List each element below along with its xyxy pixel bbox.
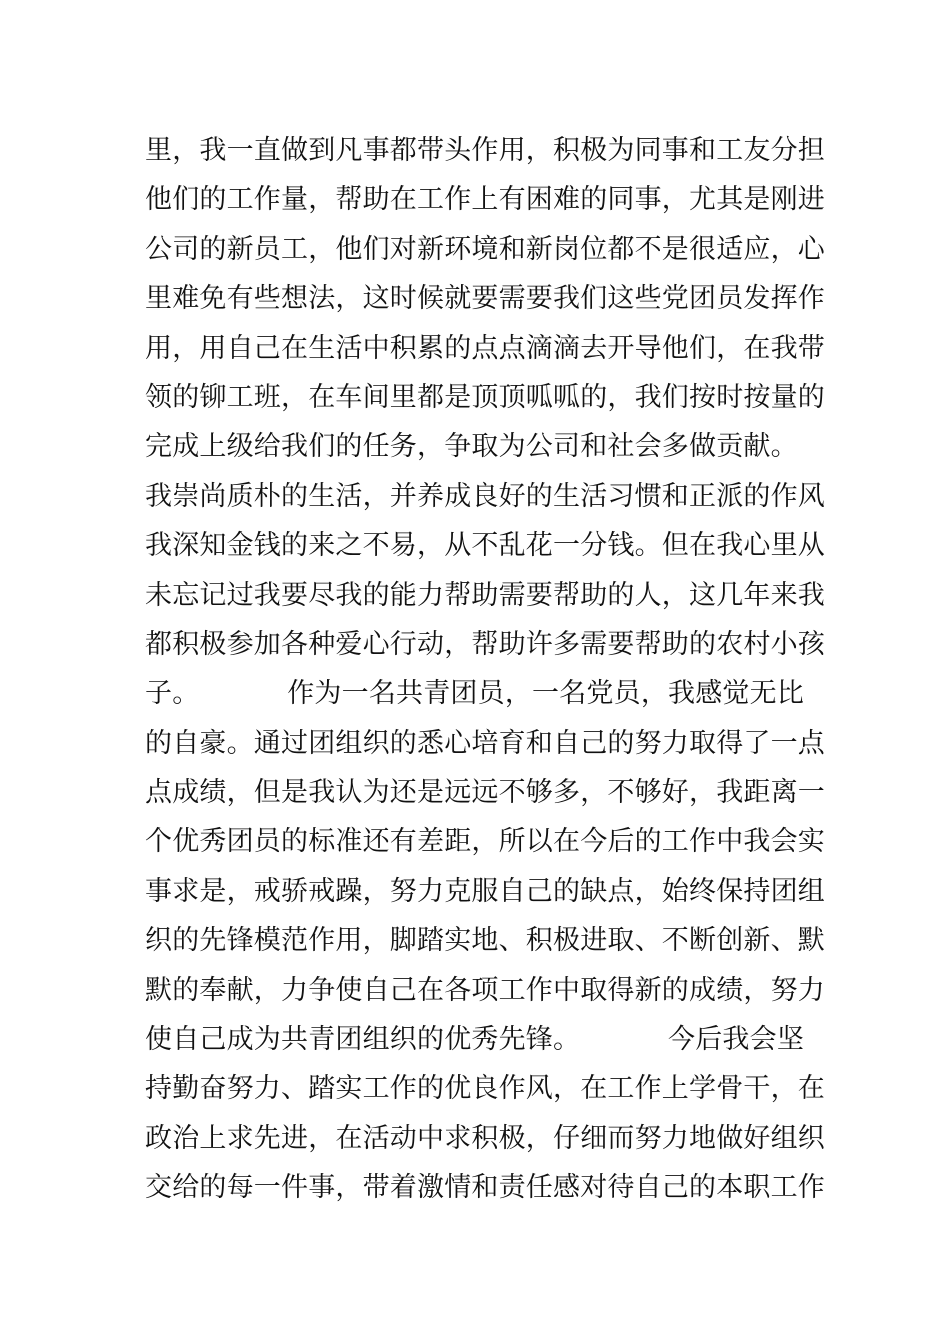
text-line: 我深知金钱的来之不易，从不乱花一分钱。但在我心里从 [145,530,825,562]
text-line: 他们的工作量，帮助在工作上有困难的同事，尤其是刚进 [145,184,825,216]
text-line: 的自豪。通过团组织的悉心培育和自己的努力取得了一点 [145,727,825,759]
text-line: 默的奉献，力争使自己在各项工作中取得新的成绩，努力 [145,974,825,1006]
text-line: 公司的新员工，他们对新环境和新岗位都不是很适应，心 [145,233,825,265]
text-line: 个优秀团员的标准还有差距，所以在今后的工作中我会实 [145,826,825,858]
body-text [145,126,825,1213]
text-line: 都积极参加各种爱心行动，帮助许多需要帮助的农村小孩 [145,628,825,660]
text-line: 事求是，戒骄戒躁，努力克服自己的缺点，始终保持团组 [145,875,825,907]
text-line: 织的先锋模范作用，脚踏实地、积极进取、不断创新、默 [145,925,825,957]
text-line: 未忘记过我要尽我的能力帮助需要帮助的人，这几年来我 [145,579,825,611]
text-line: 领的铆工班，在车间里都是顶顶呱呱的，我们按时按量的 [145,381,825,413]
text-line: 子。 作为一名共青团员，一名党员，我感觉无比 [145,678,805,710]
text-line: 持勤奋努力、踏实工作的优良作风，在工作上学骨干，在 [145,1073,825,1105]
text-line: 完成上级给我们的任务，争取为公司和社会多做贡献。 [145,431,798,463]
text-line: 里，我一直做到凡事都带头作用，积极为同事和工友分担 [145,135,825,166]
text-line: 交给的每一件事，带着激情和责任感对待自己的本职工作 [145,1172,825,1204]
text-line: 点成绩，但是我认为还是远远不够多，不够好，我距离一 [145,777,825,809]
text-line: 用，用自己在生活中积累的点点滴滴去开导他们，在我带 [145,332,825,364]
text-line: 使自己成为共青团组织的优秀先锋。 今后我会坚 [145,1024,805,1056]
text-line: 里难免有些想法，这时候就要需要我们这些党团员发挥作 [145,283,825,315]
text-line: 政治上求先进，在活动中求积极，仔细而努力地做好组织 [145,1122,825,1154]
text-line: 我崇尚质朴的生活，并养成良好的生活习惯和正派的作风 [145,480,825,512]
